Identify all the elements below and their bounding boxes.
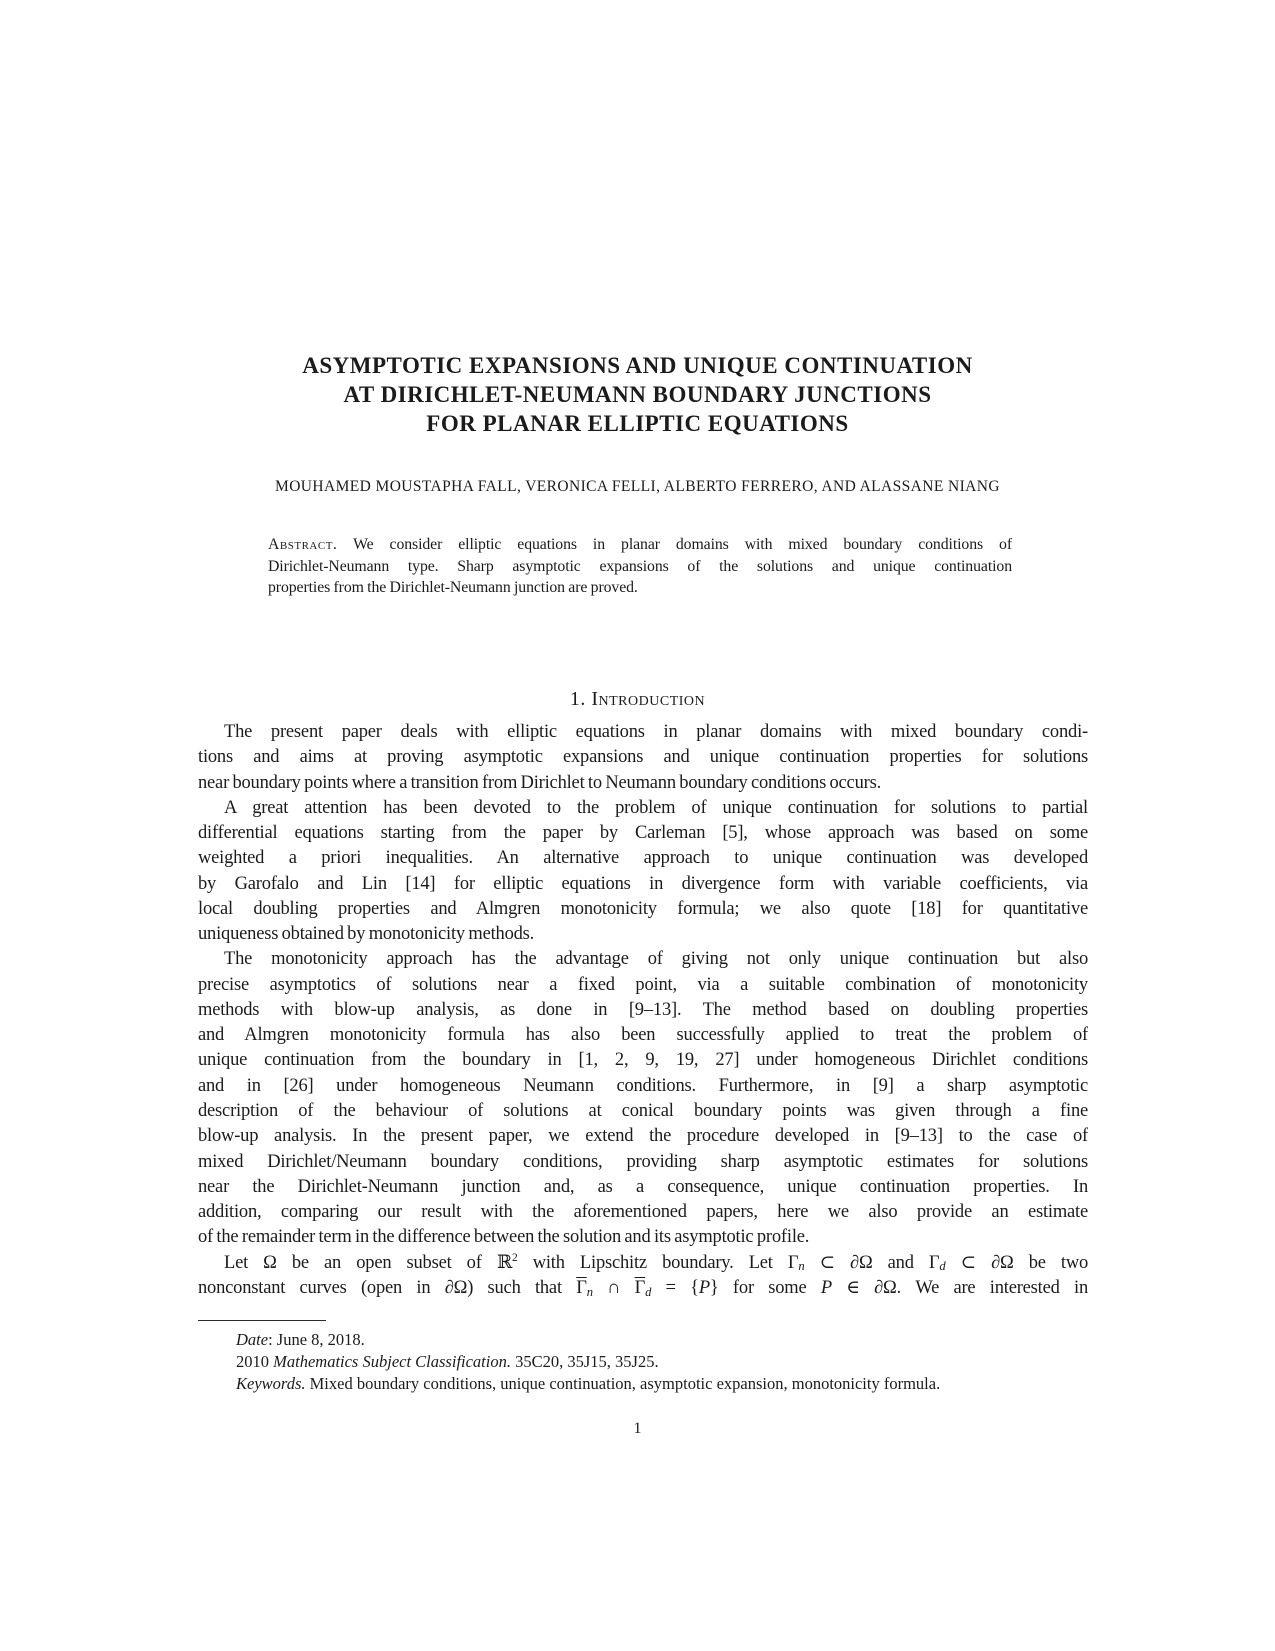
text-segment: near boundary points where a transition from Dirichlet to Neumann boundary conditions occurs. [198, 772, 882, 793]
body-text-line [198, 872, 1088, 897]
body-text-line [198, 1023, 1088, 1048]
footnote-line [198, 1351, 1088, 1373]
body-text-line [198, 745, 1088, 770]
text-segment: ∂Ω [991, 1252, 1014, 1273]
text-segment: ℝ [496, 1252, 513, 1273]
text-segment: and [872, 1252, 929, 1273]
body-text-line [198, 796, 1088, 821]
text-segment: addition, comparing our result with the aforementioned papers, here we also provide an estimate [198, 1202, 1088, 1223]
text-segment: by Garofalo and Lin [14] for elliptic equations in divergence form with variable coefficients, via [198, 873, 1088, 894]
body-text-line [198, 1099, 1088, 1124]
body-text-line [198, 1225, 1088, 1250]
body-text-line [198, 1124, 1088, 1149]
text-segment: weighted a priori inequalities. An alternative approach to unique continuation was developed [198, 848, 1088, 869]
text-segment: precise asymptotics of solutions near a fixed point, via a suitable combination of monotonicity [198, 974, 1088, 995]
authors-line: MOUHAMED MOUSTAPHA FALL, VERONICA FELLI, ALBERTO FERRERO, AND ALASSANE NIANG [275, 478, 1000, 495]
text-segment: $\overline{\Gamma}$ [634, 1277, 646, 1298]
text-segment: Abstract. [268, 536, 338, 553]
text-segment: ∂Ω [874, 1277, 897, 1298]
text-segment: and in [26] under homogeneous Neumann conditions. Furthermore, in [9] a sharp asymptotic [198, 1075, 1088, 1096]
body-text-line [198, 821, 1088, 846]
text-segment: of the remainder term in the difference between the solution and its asymptotic profile. [198, 1227, 810, 1248]
text-segment: methods with blow-up analysis, as done in [9–13]. The method based on doubling properties [198, 999, 1088, 1020]
text-segment: blow-up analysis. In the present paper, we extend the procedure developed in [9–13] to the case of [198, 1126, 1088, 1147]
text-segment: ∂Ω [850, 1252, 873, 1273]
text-segment: d [939, 1259, 946, 1274]
text-segment: 35C20, 35J15, 35J25. [510, 1351, 659, 1371]
paper-title-line [0, 409, 1275, 438]
text-segment: ∩ [592, 1277, 635, 1298]
text-segment: The present paper deals with elliptic equations in planar domains with mixed boundary condi- [224, 722, 1088, 742]
body-text-line [198, 1200, 1088, 1225]
abstract-block [268, 534, 1012, 599]
text-segment: $\overline{\Gamma}$ [576, 1277, 587, 1298]
body-text-line [198, 973, 1088, 998]
body-text-line [198, 720, 1088, 745]
text-segment: unique continuation from the boundary in [1, 2, 9, 19, 27] under homogeneous Dirichlet conditions [198, 1050, 1088, 1071]
body-text-line [198, 998, 1088, 1023]
body-text-line [198, 922, 1088, 947]
footnote-block [198, 1329, 1088, 1394]
text-segment: local doubling properties and Almgren monotonicity formula; we also quote [18] for quantitative [198, 898, 1088, 919]
text-segment: } for some [709, 1277, 821, 1298]
body-text-line [198, 897, 1088, 922]
text-segment: n [798, 1259, 805, 1274]
text-segment: properties from the Dirichlet-Neumann junction are proved. [268, 579, 638, 597]
text-segment: . We are interested in [896, 1277, 1088, 1298]
text-segment: uniqueness obtained by monotonicity methods. [198, 924, 535, 945]
text-segment: 2 [512, 1252, 518, 1265]
text-segment: FOR PLANAR ELLIPTIC EQUATIONS [426, 411, 849, 436]
text-segment: be two [1013, 1252, 1088, 1273]
body-text-line [198, 1251, 1088, 1276]
text-segment: mixed Dirichlet/Neumann boundary conditions, providing sharp asymptotic estimates for solutions [198, 1151, 1088, 1172]
text-segment: Mathematics Subject Classification. [273, 1351, 511, 1371]
text-segment: ) such that [467, 1277, 577, 1298]
paper-title-line [0, 380, 1275, 409]
text-segment: ∈ [831, 1277, 875, 1298]
text-segment: differential equations starting from the paper by Carleman [5], whose approach was based on some [198, 823, 1088, 844]
text-segment: n [586, 1284, 593, 1299]
section-heading [0, 688, 1275, 711]
body-text-line [198, 771, 1088, 796]
text-segment: ⊂ [945, 1252, 992, 1273]
text-segment: nonconstant curves (open in [198, 1277, 445, 1298]
text-segment: 1. [569, 688, 592, 710]
text-segment: Keywords. [236, 1373, 306, 1393]
text-segment: : June 8, 2018. [268, 1330, 365, 1349]
body-text-line [198, 1074, 1088, 1099]
body-text-line [198, 1276, 1088, 1301]
text-segment: We consider elliptic equations in planar domains with mixed boundary conditions of [337, 536, 1012, 553]
text-segment: Dirichlet-Neumann type. Sharp asymptotic expansions of the solutions and unique continuation [268, 557, 1012, 575]
text-segment: 2010 [236, 1351, 274, 1371]
text-segment: AT DIRICHLET-NEUMANN BOUNDARY JUNCTIONS [343, 382, 932, 407]
footnote-line [198, 1329, 1088, 1351]
text-segment: Mixed boundary conditions, unique continuation, asymptotic expansion, monotonicity formula. [305, 1373, 941, 1393]
text-segment: Γ [928, 1252, 940, 1273]
body-text-line [198, 846, 1088, 871]
body-text-line [198, 947, 1088, 972]
abstract-line [268, 556, 1012, 578]
text-segment: The monotonicity approach has the advantage of giving not only unique continuation but also [224, 949, 1088, 970]
text-segment: and Almgren monotonicity formula has also been successfully applied to treat the problem of [198, 1025, 1088, 1046]
introduction-body [198, 720, 1088, 1301]
text-segment: Introduction [591, 688, 706, 710]
text-segment: Let Ω be an open subset of [224, 1252, 497, 1273]
footnote-line [198, 1373, 1088, 1395]
footnote-rule [198, 1320, 326, 1321]
text-segment: d [645, 1284, 652, 1299]
text-segment: Date [236, 1330, 269, 1349]
body-text-line [198, 1150, 1088, 1175]
text-segment: A great attention has been devoted to the problem of unique continuation for solutions to partial [224, 797, 1088, 818]
text-segment: Γ [787, 1252, 799, 1273]
abstract-line [268, 577, 1012, 599]
text-segment: ⊂ [804, 1252, 851, 1273]
text-segment: description of the behaviour of solutions at conical boundary points was given through a fine [198, 1100, 1088, 1121]
body-text-line [198, 1048, 1088, 1073]
paper-title [0, 351, 1275, 438]
page-number: 1 [633, 1420, 642, 1437]
text-segment: ASYMPTOTIC EXPANSIONS AND UNIQUE CONTINUATION [302, 353, 973, 378]
section-heading-line [0, 688, 1275, 711]
abstract-line [268, 534, 1012, 556]
paper-title-line [0, 351, 1275, 380]
text-segment: P [698, 1277, 710, 1298]
text-segment: ∂Ω [444, 1277, 468, 1298]
body-text-line [198, 1175, 1088, 1200]
text-segment: = { [651, 1277, 699, 1298]
text-segment: P [820, 1277, 832, 1298]
text-segment: tions and aims at proving asymptotic expansions and unique continuation properties for solutions [198, 747, 1088, 768]
text-segment: with Lipschitz boundary. Let [517, 1252, 788, 1273]
text-segment: near the Dirichlet-Neumann junction and, as a consequence, unique continuation properties. In [198, 1176, 1088, 1197]
